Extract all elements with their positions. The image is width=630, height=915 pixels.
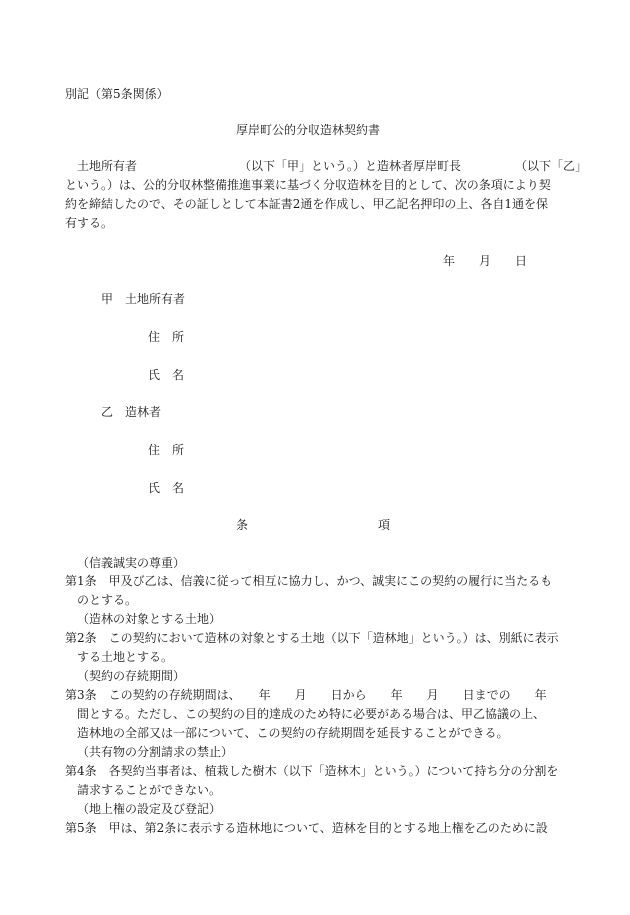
preamble-line: 有する。 (65, 216, 114, 230)
articles-heading-left: 条 (236, 518, 249, 532)
preamble-line: 土地所有者 （以下「甲」という。）と造林者厚岸町長 （以下「乙」 (65, 159, 588, 173)
party-b-name-label: 氏 名 (148, 481, 185, 495)
appendix-label: 別記（第5条関係） (65, 87, 169, 101)
article-line: 第3条 この契約の存続期間は、 年 月 日から 年 月 日までの 年 (65, 688, 547, 702)
article-caption: （契約の存続期間） (77, 669, 186, 683)
preamble-line: という。）は、公的分収林整備推進事業に基づく分収造林を目的として、次の条項により契 (65, 178, 551, 192)
article-line: 第1条 甲及び乙は、信義に従って相互に協力し、かつ、誠実にこの契約の履行に当たるも (65, 574, 553, 588)
party-a-label: 甲 土地所有者 (101, 292, 186, 306)
party-a-name-label: 氏 名 (148, 368, 185, 382)
article-caption: （信義誠実の尊重） (77, 556, 186, 570)
article-line: 請求することができない。 (77, 783, 222, 797)
article-line: のとする。 (77, 593, 138, 607)
date-line: 年 月 日 (443, 254, 528, 268)
article-caption: （共有物の分割請求の禁止） (77, 745, 234, 759)
article-line: 間とする。ただし、この契約の目的達成のため特に必要がある場合は、甲乙協議の上、 (77, 707, 546, 721)
party-a-address-label: 住 所 (148, 330, 185, 344)
article-line: 第4条 各契約当事者は、植栽した樹木（以下「造林木」という。）について持ち分の分割を (65, 764, 559, 778)
article-line: 第5条 甲は、第2条に表示する造林地について、造林を目的とする地上権を乙のために設 (65, 821, 548, 835)
contract-title: 厚岸町公的分収造林契約書 (236, 123, 381, 137)
article-line: する土地とする。 (77, 650, 174, 664)
party-b-address-label: 住 所 (148, 443, 185, 457)
article-caption: （地上権の設定及び登記） (77, 802, 222, 816)
article-line: 第2条 この契約において造林の対象とする土地（以下「造林地」という。）は、別紙に表示 (65, 631, 559, 645)
article-caption: （造林の対象とする土地） (77, 612, 222, 626)
article-line: 造林地の全部又は一部について、この契約の存続期間を延長することができる。 (77, 726, 509, 740)
preamble-line: 約を締結したので、その証しとして本証書2通を作成し、甲乙記名押印の上、各自1通を保 (65, 197, 549, 211)
party-b-label: 乙 造林者 (101, 405, 162, 419)
articles-heading-right: 項 (378, 518, 391, 532)
